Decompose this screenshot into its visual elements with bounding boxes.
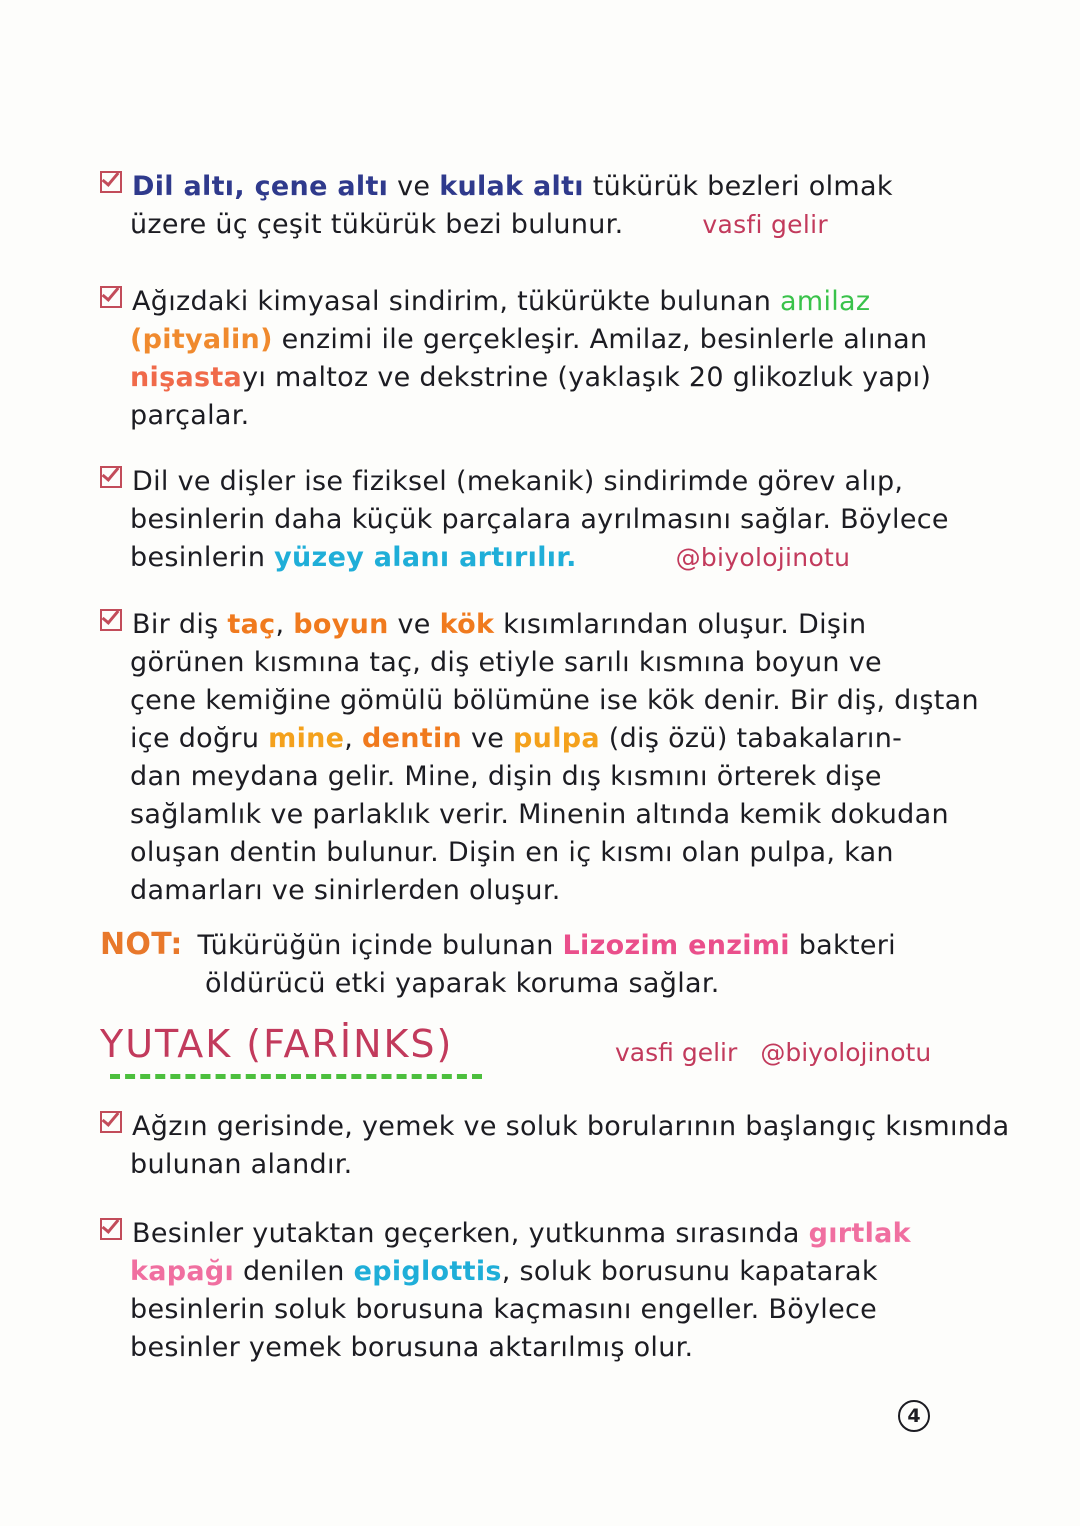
text-line bbox=[100, 1253, 1030, 1291]
text-line bbox=[100, 682, 1030, 720]
text-line bbox=[100, 283, 1030, 321]
text-line bbox=[100, 321, 1030, 359]
paragraph-pharynx-location bbox=[100, 1108, 1030, 1184]
text-line bbox=[100, 965, 1030, 1003]
text: yüzey alanı artırılır. bbox=[274, 542, 577, 573]
text-line bbox=[100, 758, 1030, 796]
text-line bbox=[100, 834, 1030, 872]
title-underline bbox=[110, 1074, 482, 1079]
text: kulak altı bbox=[439, 171, 584, 202]
signature: @biyolojinotu bbox=[675, 543, 851, 572]
text: epiglottis bbox=[353, 1256, 502, 1287]
text: Bir diş bbox=[132, 609, 228, 640]
text: ve bbox=[462, 723, 514, 754]
text: yı maltoz ve dekstrine (yaklaşık 20 glikozluk yapı) bbox=[242, 362, 932, 393]
text-line bbox=[100, 1329, 1030, 1367]
text: nişasta bbox=[130, 362, 243, 393]
checkbox-icon bbox=[100, 466, 122, 488]
text: bulunan alandır. bbox=[130, 1149, 353, 1180]
text: besinlerin daha küçük parçalara ayrılmasını sağlar. Böylece bbox=[130, 504, 949, 535]
text: Tükürüğün içinde bulunan bbox=[197, 930, 563, 961]
text: besinler yemek borusuna aktarılmış olur. bbox=[130, 1332, 694, 1363]
text: Lizozim enzimi bbox=[562, 930, 790, 961]
checkbox-icon bbox=[100, 286, 122, 308]
text: sağlamlık ve parlaklık verir. Minenin altında kemik dokudan bbox=[130, 799, 949, 830]
paragraph-mechanical-digestion bbox=[100, 463, 1030, 577]
text-line bbox=[100, 206, 1030, 244]
text: ve bbox=[388, 609, 440, 640]
text: , bbox=[344, 723, 363, 754]
text: Ağzın gerisinde, yemek ve soluk borularının başlangıç kısmında bbox=[132, 1111, 1010, 1142]
text-line bbox=[100, 606, 1030, 644]
text-line bbox=[100, 359, 1030, 397]
text-line bbox=[100, 644, 1030, 682]
text: Dil ve dişler ise fiziksel (mekanik) sindirimde görev alıp, bbox=[132, 466, 904, 497]
text: ve bbox=[388, 171, 440, 202]
text: (pityalin) bbox=[130, 324, 273, 355]
signature: vasfi gelir bbox=[702, 210, 828, 239]
text-line bbox=[100, 1291, 1030, 1329]
text: oluşan dentin bulunur. Dişin en iç kısmı olan pulpa, kan bbox=[130, 837, 894, 868]
text-line bbox=[100, 1215, 1030, 1253]
text: içe doğru bbox=[130, 723, 269, 754]
text: enzimi ile gerçekleşir. Amilaz, besinlerle alınan bbox=[272, 324, 928, 355]
text-line bbox=[100, 1146, 1030, 1184]
text: amilaz bbox=[780, 286, 871, 317]
text: görünen kısmına taç, diş etiyle sarılı kısmına boyun ve bbox=[130, 647, 882, 678]
text: boyun bbox=[293, 609, 389, 640]
text: Besinler yutaktan geçerken, yutkunma sırasında bbox=[132, 1218, 809, 1249]
checkbox-icon bbox=[100, 171, 122, 193]
text: taç bbox=[227, 609, 276, 640]
text-line bbox=[100, 501, 1030, 539]
text: dan meydana gelir. Mine, dişin dış kısmını örterek dişe bbox=[130, 761, 882, 792]
text: üzere üç çeşit tükürük bezi bulunur. bbox=[130, 209, 624, 240]
text: gırtlak bbox=[808, 1218, 911, 1249]
text: , soluk borusunu kapatarak bbox=[501, 1256, 878, 1287]
text: kısımlarından oluşur. Dişin bbox=[494, 609, 867, 640]
text-line bbox=[100, 539, 1030, 577]
text: besinlerin soluk borusuna kaçmasını engeller. Böylece bbox=[130, 1294, 878, 1325]
text: (diş özü) tabakaların- bbox=[599, 723, 903, 754]
text: denilen bbox=[234, 1256, 354, 1287]
text-line bbox=[100, 720, 1030, 758]
section-signatures bbox=[615, 1038, 931, 1067]
text: parçalar. bbox=[130, 400, 250, 431]
text: damarları ve sinirlerden oluşur. bbox=[130, 875, 561, 906]
text: Dil altı, bbox=[132, 171, 255, 202]
text: , bbox=[275, 609, 294, 640]
section-title: YUTAK (FARİNKS) bbox=[100, 1022, 454, 1066]
page-number: 4 bbox=[898, 1400, 930, 1432]
paragraph-epiglottis bbox=[100, 1215, 1030, 1367]
text: kapağı bbox=[130, 1256, 235, 1287]
text: kök bbox=[439, 609, 495, 640]
signature: @biyolojinotu bbox=[760, 1038, 932, 1067]
paragraph-chemical-digestion bbox=[100, 283, 1030, 435]
text-line bbox=[100, 397, 1030, 435]
text-line bbox=[100, 796, 1030, 834]
checkbox-icon bbox=[100, 609, 122, 631]
paragraph-tooth-structure bbox=[100, 606, 1030, 910]
text-line bbox=[100, 1108, 1030, 1146]
signature: vasfi gelir bbox=[615, 1038, 738, 1067]
note-block bbox=[100, 926, 1030, 1003]
text-line bbox=[100, 926, 1030, 965]
checkbox-icon bbox=[100, 1218, 122, 1240]
text: besinlerin bbox=[130, 542, 275, 573]
text: pulpa bbox=[513, 723, 600, 754]
text: çene kemiğine gömülü bölümüne ise kök denir. Bir diş, dıştan bbox=[130, 685, 979, 716]
text: tükürük bezleri olmak bbox=[583, 171, 893, 202]
paragraph-salivary-glands bbox=[100, 168, 1030, 244]
text: bakteri bbox=[789, 930, 896, 961]
text: çene altı bbox=[254, 171, 389, 202]
text-line bbox=[100, 872, 1030, 910]
text: dentin bbox=[362, 723, 463, 754]
text: öldürücü etki yaparak koruma sağlar. bbox=[205, 968, 720, 999]
text: Ağızdaki kimyasal sindirim, tükürükte bulunan bbox=[132, 286, 780, 317]
note-label: NOT: bbox=[100, 927, 183, 962]
text: mine bbox=[268, 723, 345, 754]
text-line bbox=[100, 168, 1030, 206]
text-line bbox=[100, 463, 1030, 501]
checkbox-icon bbox=[100, 1111, 122, 1133]
